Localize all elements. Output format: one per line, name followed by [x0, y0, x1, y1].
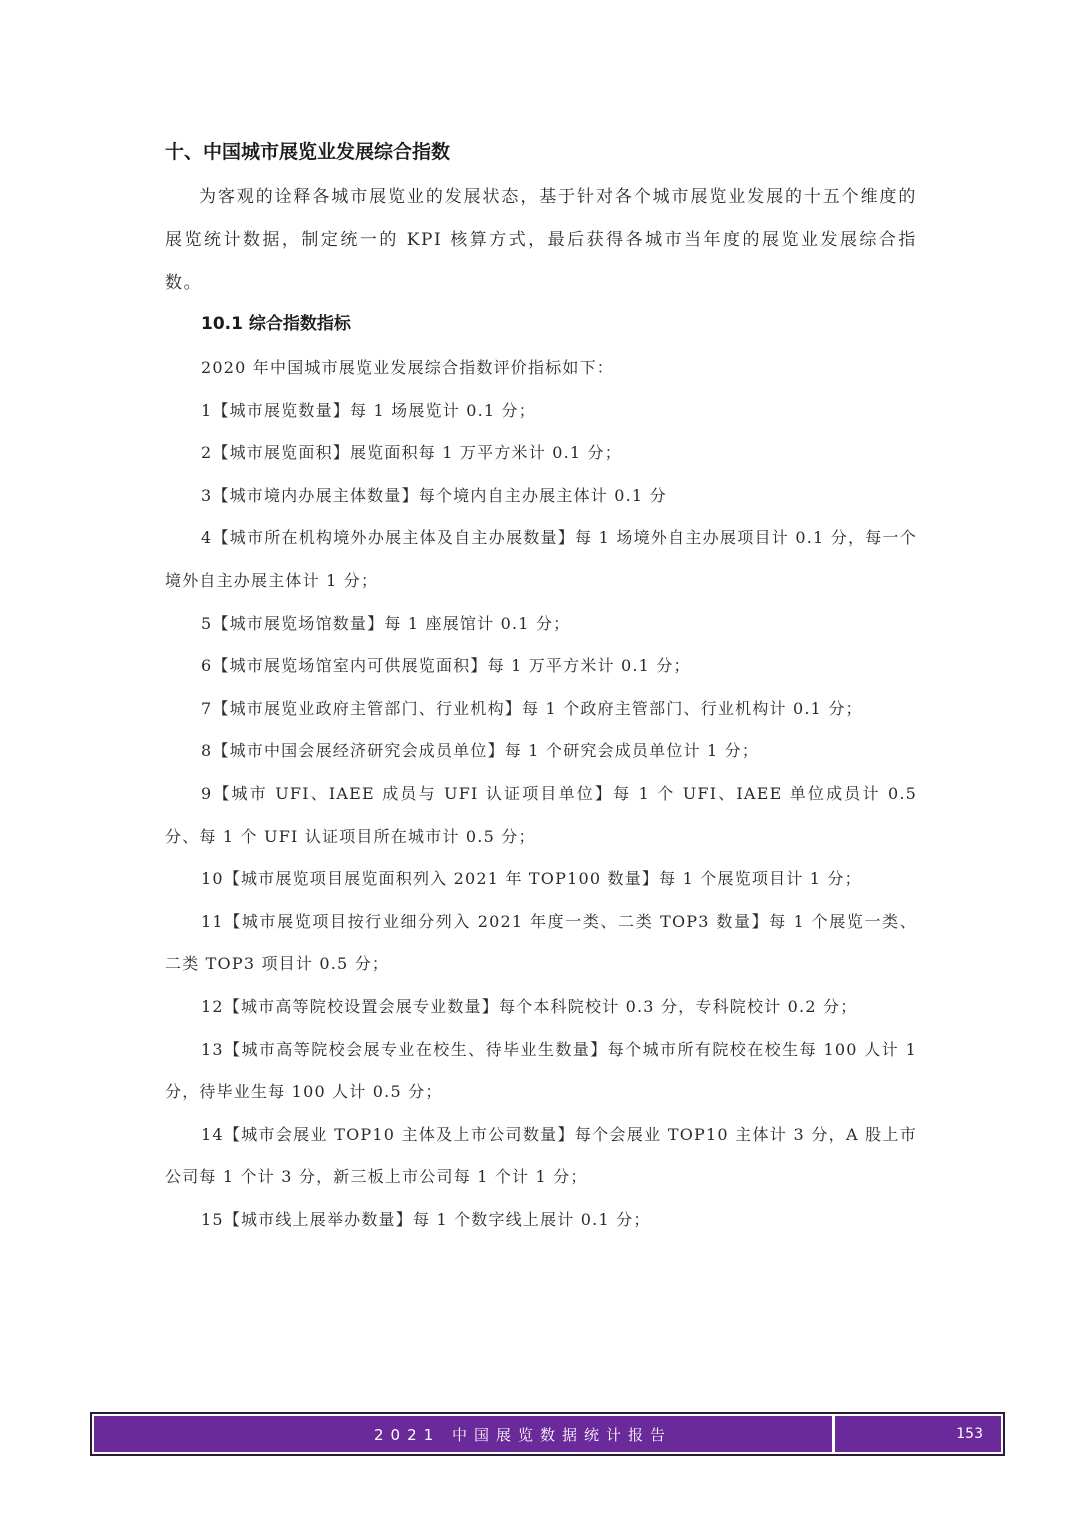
indicator-item: 11【城市展览项目按行业细分列入 2021 年度一类、二类 TOP3 数量】每 1 个展览一类、二类 TOP3 项目计 0.5 分；	[165, 911, 917, 974]
page-footer	[90, 1412, 1005, 1456]
indicator-lead: 2020 年中国城市展览业发展综合指数评价指标如下：	[201, 358, 615, 377]
indicator-item: 6【城市展览场馆室内可供展览面积】每 1 万平方米计 0.1 分；	[201, 656, 691, 676]
subsection-title: 10.1 综合指数指标	[201, 314, 351, 334]
section-title: 十、中国城市展览业发展综合指数	[165, 141, 451, 163]
intro-paragraph: 为客观的诠释各城市展览业的发展状态，基于针对各个城市展览业发展的十五个维度的展览统计数据，制定统一的 KPI 核算方式，最后获得各城市当年度的展览业发展综合指数。	[165, 187, 917, 293]
footer-report-title: 2021 中国展览数据统计报告	[94, 1416, 832, 1452]
indicator-item: 1【城市展览数量】每 1 场展览计 0.1 分；	[201, 400, 536, 420]
indicator-item: 15【城市线上展举办数量】每 1 个数字线上展计 0.1 分；	[201, 1209, 651, 1229]
indicator-item: 8【城市中国会展经济研究会成员单位】每 1 个研究会成员单位计 1 分；	[201, 741, 760, 761]
indicator-item: 9【城市 UFI、IAEE 成员与 UFI 认证项目单位】每 1 个 UFI、IAEE 单位成员计 0.5 分、每 1 个 UFI 认证项目所在城市计 0.5 分；	[165, 783, 917, 846]
indicator-item: 4【城市所在机构境外办展主体及自主办展数量】每 1 场境外自主办展项目计 0.1 分，每一个境外自主办展主体计 1 分；	[165, 528, 917, 590]
indicator-item: 2【城市展览面积】展览面积每 1 万平方米计 0.1 分；	[201, 443, 622, 463]
indicator-item: 14【城市会展业 TOP10 主体及上市公司数量】每个会展业 TOP10 主体计 3 分，A 股上市公司每 1 个计 3 分，新三板上市公司每 1 个计 1 分；	[165, 1124, 917, 1187]
indicator-item: 3【城市境内办展主体数量】每个境内自主办展主体计 0.1 分	[201, 485, 667, 505]
indicator-item: 10【城市展览项目展览面积列入 2021 年 TOP100 数量】每 1 个展览项目计 1 分；	[201, 869, 862, 889]
indicator-item: 5【城市展览场馆数量】每 1 座展馆计 0.1 分；	[201, 613, 571, 633]
page-number: 153	[835, 1416, 1001, 1452]
indicator-item: 7【城市展览业政府主管部门、行业机构】每 1 个政府主管部门、行业机构计 0.1 分；	[201, 698, 863, 718]
indicator-item: 12【城市高等院校设置会展专业数量】每个本科院校计 0.3 分，专科院校计 0.2 分；	[201, 996, 858, 1016]
indicator-list	[165, 347, 917, 1241]
indicator-item: 13【城市高等院校会展专业在校生、待毕业生数量】每个城市所有院校在校生每 100 人计 1 分，待毕业生每 100 人计 0.5 分；	[165, 1039, 917, 1102]
